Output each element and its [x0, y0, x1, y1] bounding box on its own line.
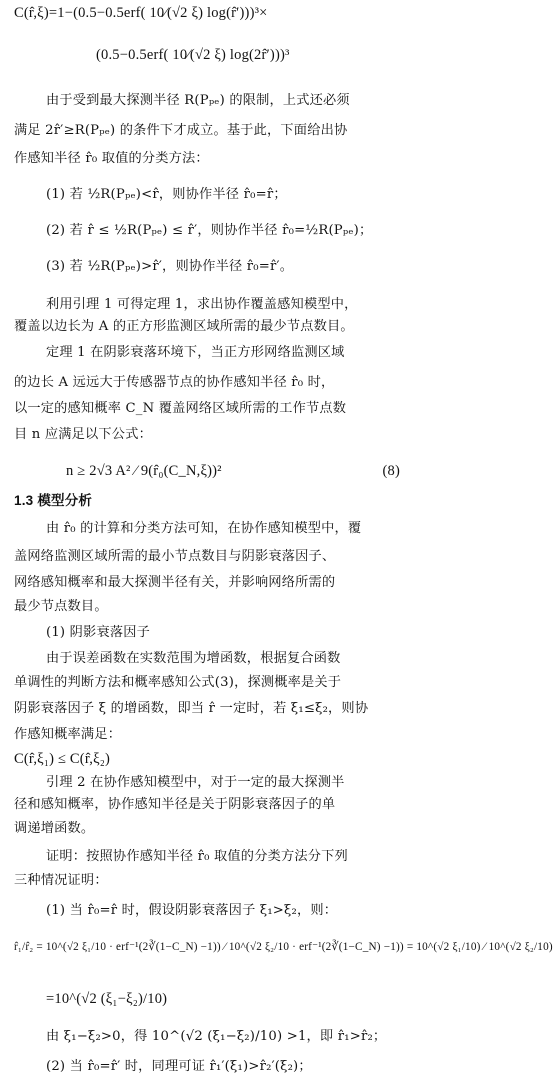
- classification-case-2: (2) 若 r̂ ≤ ½R(Pₚₑ) ≤ r̂′，则协作半径 r̂₀=½R(Pₚₑ)；: [46, 223, 373, 238]
- theorem-1-line: 目 n 应满足以下公式：: [14, 427, 152, 442]
- paragraph-line: 由于误差函数在实数范围为增函数，根据复合函数: [46, 651, 341, 666]
- classification-case-1: (1) 若 ½R(Pₚₑ)<r̂，则协作半径 r̂₀=r̂；: [46, 187, 287, 202]
- lemma-2-line: 调递增函数。: [14, 821, 95, 836]
- paragraph-line: 最少节点数目。: [14, 599, 108, 614]
- equation-radius-ratio: r̂₁/r̂₂ = 10^(√2 ξ₁/10 · erf⁻¹(2∛(1−C_N) −1)) ⁄ 10^(√2 ξ₂/10 · erf⁻¹(2∛(1−C_N) −1)) = 10^(√2 ξ₁/10) ⁄ 10^(√2 ξ₂/10): [14, 941, 553, 953]
- paragraph-line: 由于受到最大探测半径 R(Pₚₑ) 的限制，上式还必须: [46, 93, 350, 108]
- theorem-1-line: 的边长 A 远远大于传感器节点的协作感知半径 r̂₀ 时，: [14, 375, 335, 390]
- paragraph-line: 盖网络监测区域所需的最小节点数目与阴影衰落因子、: [14, 549, 336, 564]
- lemma-2-line: 径和感知概率，协作感知半径是关于阴影衰落因子的单: [14, 797, 336, 812]
- subsection-heading: (1) 阴影衰落因子: [46, 625, 150, 640]
- paragraph-line: 网络感知概率和最大探测半径有关，并影响网络所需的: [14, 575, 336, 590]
- equation-coverage-probability-line1: C(r̂,ξ)=1−(0.5−0.5erf( 10⁄(√2 ξ) log(r̂′)))³×: [14, 5, 268, 21]
- equation-radius-ratio-result: =10^(√2 (ξ₁−ξ₂)/10): [46, 991, 168, 1007]
- proof-conclusion-line: 由 ξ₁−ξ₂>0，得 10^(√2 (ξ₁−ξ₂)/10) >1，即 r̂₁>r̂₂；: [46, 1029, 387, 1044]
- theorem-1-line: 以一定的感知概率 C_N 覆盖网络区域所需的工作节点数: [14, 401, 347, 416]
- paragraph-line: 阴影衰落因子 ξ 的增函数，即当 r̂ 一定时，若 ξ₁≤ξ₂，则协: [14, 701, 369, 716]
- proof-case-1: (1) 当 r̂₀=r̂ 时，假设阴影衰落因子 ξ₁>ξ₂，则：: [46, 903, 338, 918]
- paragraph-line: 覆盖以边长为 A 的正方形监测区域所需的最少节点数目。: [14, 319, 354, 334]
- equation-8: n ≥ 2√3 A² ⁄ 9(r̂₀(C_N,ξ))²: [66, 463, 222, 479]
- paragraph-line: 满足 2r̂′≥R(Pₚₑ) 的条件下才成立。基于此，下面给出协: [14, 123, 348, 138]
- equation-coverage-probability-line2: (0.5−0.5erf( 10⁄(√2 ξ) log(2r̂′)))³: [96, 47, 290, 63]
- proof-case-2: (2) 当 r̂₀=r̂′ 时，同理可证 r̂₁′(ξ₁)>r̂₂′(ξ₂)；: [46, 1059, 312, 1074]
- paragraph-line: 利用引理 1 可得定理 1，求出协作覆盖感知模型中，: [46, 297, 358, 312]
- paragraph-line: 作感知半径 r̂₀ 取值的分类方法：: [14, 151, 209, 166]
- theorem-1-line: 定理 1 在阴影衰落环境下，当正方形网络监测区域: [46, 345, 345, 360]
- paragraph-line: 由 r̂₀ 的计算和分类方法可知，在协作感知模型中，覆: [46, 521, 362, 536]
- equation-monotonicity: C(r̂,ξ₁) ≤ C(r̂,ξ₂): [14, 751, 111, 767]
- proof-line: 证明：按照协作感知半径 r̂₀ 取值的分类方法分下列: [46, 849, 348, 864]
- paragraph-line: 作感知概率满足：: [14, 727, 122, 742]
- classification-case-3: (3) 若 ½R(Pₚₑ)>r̂′，则协作半径 r̂₀=r̂′。: [46, 259, 294, 274]
- proof-line: 三种情况证明：: [14, 873, 108, 888]
- lemma-2-line: 引理 2 在协作感知模型中，对于一定的最大探测半: [46, 775, 345, 790]
- section-heading: 1.3 模型分析: [14, 493, 93, 508]
- paragraph-line: 单调性的判断方法和概率感知公式(3)，探测概率是关于: [14, 675, 342, 690]
- equation-number-8: (8): [382, 463, 400, 479]
